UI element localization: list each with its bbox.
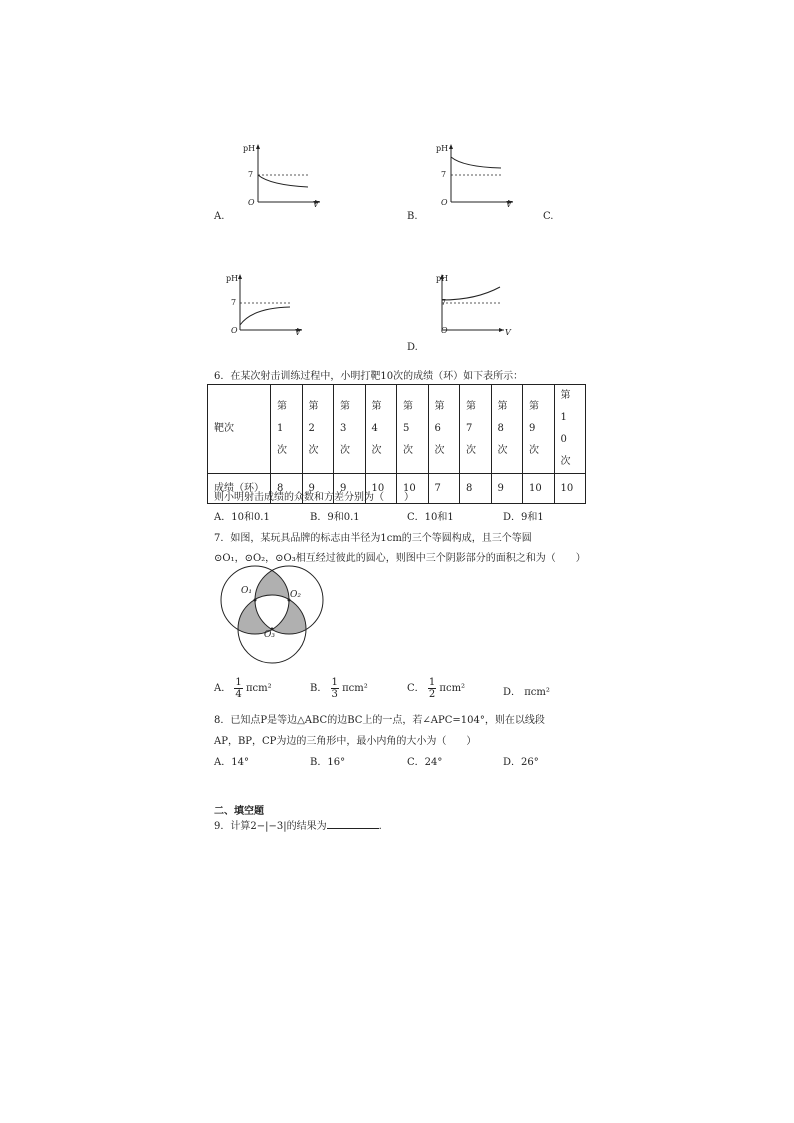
q8-option-a: A．14°: [214, 757, 249, 768]
cell-text: 第9次: [529, 401, 539, 456]
table-cell: 8: [460, 474, 492, 504]
option-c-letter: C.: [543, 211, 554, 222]
numerator: 1: [235, 677, 242, 688]
table-cell: [334, 385, 366, 474]
table-cell: 10: [397, 474, 429, 504]
graph-c-level-label: 7: [231, 298, 237, 307]
graph-b-x-label: V: [506, 200, 512, 209]
cell-text: 第4次: [371, 401, 382, 456]
graph-d-level-label: 7: [441, 298, 447, 307]
q6-prompt: 则小明射击成绩的众数和方差分别为（ ）: [214, 492, 414, 503]
fraction: [428, 677, 436, 700]
option-b-letter: B.: [407, 211, 418, 222]
option-letter: C．: [407, 683, 425, 694]
q7-option-d: [503, 683, 550, 698]
graph-c-origin-label: O: [231, 326, 238, 335]
fraction: [331, 677, 339, 700]
graph-a-origin-label: O: [248, 198, 255, 207]
option-a-letter: A.: [214, 211, 225, 222]
option-unit: πcm²: [524, 687, 550, 698]
graph-b-origin-label: O: [441, 198, 448, 207]
cell-text: 第6次: [434, 401, 445, 456]
q6-option-a: A．10和0.1: [214, 512, 270, 523]
q8-option-b: B．16°: [310, 757, 346, 768]
denominator: 3: [331, 689, 338, 700]
table-cell: 9: [491, 474, 523, 504]
option-unit: πcm²: [439, 683, 466, 694]
table-cell: [397, 385, 429, 474]
table-cell: [554, 385, 586, 474]
option-unit: πcm²: [342, 683, 368, 694]
q7-option-b: [310, 677, 368, 700]
option-letter: B．: [310, 683, 328, 694]
cell-text: 第2次: [308, 401, 319, 456]
answer-blank[interactable]: [327, 819, 379, 829]
circle-label-o1: O₁: [241, 586, 252, 596]
graph-d-origin-label: O: [441, 326, 448, 335]
table-cell: 成绩（环）: [208, 474, 271, 504]
graph-c-x-label: V: [295, 328, 301, 337]
denominator: 2: [428, 689, 436, 700]
table-cell: [365, 385, 397, 474]
option-letter: A．: [214, 683, 232, 694]
table-cell: 10: [365, 474, 397, 504]
option-letter: D．: [503, 687, 522, 698]
cell-text: 第7次: [466, 401, 476, 456]
q7-line1: 7．如图，某玩具品牌的标志由半径为1cm的三个等圆构成，且三个等圆: [214, 533, 532, 544]
q9-period: .: [378, 821, 382, 832]
q8-option-c: C．24°: [407, 757, 443, 768]
table-cell: 9: [302, 474, 334, 504]
option-unit: πcm²: [245, 683, 272, 694]
table-cell: [428, 385, 460, 474]
graph-b-y-label: pH: [436, 144, 449, 153]
score-table: [207, 384, 586, 504]
table-cell: 靶次: [208, 385, 271, 474]
q8-line2: AP，BP，CP为边的三角形中，最小内角的大小为（ ）: [214, 736, 477, 747]
q8-line1: 8．已知点P是等边△ABC的边BC上的一点，若∠APC=104°，则在以线段: [214, 715, 545, 726]
table-cell: [523, 385, 555, 474]
q6-option-c: C．10和1: [407, 512, 454, 523]
table-cell: [271, 385, 303, 474]
q6-option-d: D．9和1: [503, 512, 544, 523]
graph-a-level-label: 7: [248, 170, 254, 179]
option-d-letter: D.: [407, 342, 418, 353]
graph-a-x-label: V: [313, 200, 319, 209]
cell-text: 第8次: [497, 401, 508, 456]
q9-question: 9．计算2−|−3|的结果为: [214, 821, 327, 832]
q7-option-c: [407, 677, 465, 700]
graph-d-y-label: pH: [436, 274, 449, 283]
q6-option-b: B．9和0.1: [310, 512, 360, 523]
denominator: 4: [235, 689, 242, 700]
table-cell: 10: [523, 474, 555, 504]
q9-text: [214, 817, 382, 832]
q7-option-a: [214, 677, 272, 700]
numerator: 1: [428, 677, 436, 688]
cell-text: 第5次: [403, 401, 413, 456]
graph-d-x-label: V: [505, 328, 511, 337]
q8-option-d: D．26°: [503, 757, 539, 768]
section-title-fill-in: 二、填空题: [214, 806, 264, 817]
table-cell: [460, 385, 492, 474]
graph-b-level-label: 7: [441, 170, 447, 179]
q6-text: 6．在某次射击训练过程中，小明打靶10次的成绩（环）如下表所示：: [214, 371, 524, 382]
fraction: [234, 677, 242, 700]
table-cell: [491, 385, 523, 474]
graph-c-y-label: pH: [226, 274, 239, 283]
cell-text: 第10次: [560, 390, 571, 467]
circle-label-o2: O₂: [290, 590, 301, 600]
table-cell: 9: [334, 474, 366, 504]
table-cell: 10: [554, 474, 586, 504]
q7-line2: ⊙O₁，⊙O₂，⊙O₃相互经过彼此的圆心，则图中三个阴影部分的面积之和为（ ）: [214, 553, 586, 564]
cell-text: 第3次: [340, 401, 350, 456]
cell-text: 第1次: [277, 401, 287, 456]
graph-a-y-label: pH: [243, 144, 256, 153]
table-row: [208, 385, 586, 474]
circle-label-o3: O₃: [264, 630, 275, 640]
three-circles-figure: [218, 563, 328, 668]
table-cell: 8: [271, 474, 303, 504]
numerator: 1: [331, 677, 338, 688]
table-cell: [302, 385, 334, 474]
table-cell: 7: [428, 474, 460, 504]
